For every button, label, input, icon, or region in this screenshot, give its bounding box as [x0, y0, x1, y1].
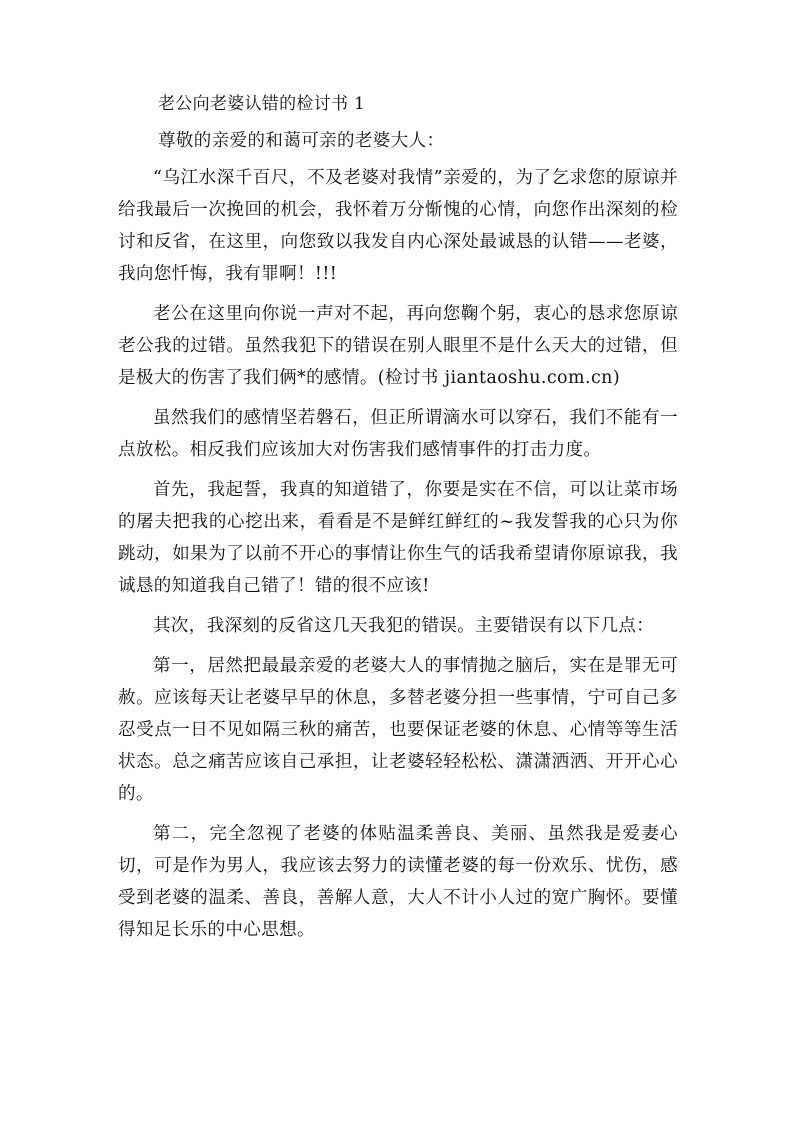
paragraph-point-one: 第一，居然把最最亲爱的老婆大人的事情抛之脑后，实在是罪无可赦。应该每天让老婆早早的休息，多替老婆分担一些事情，宁可自己多忍受点一日不见如隔三秋的痛苦，也要保证老婆的休息、心情等等生活状态。总之痛苦应该自己承担，让老婆轻轻松松、潇潇洒洒、开开心心的。 [118, 656, 678, 804]
document-body [118, 94, 678, 954]
paragraph-opening: “乌江水深千百尺，不及老婆对我情”亲爱的，为了乞求您的原谅并给我最后一次挽回的机会，我怀着万分惭愧的心情，向您作出深刻的检讨和反省，在这里，向您致以我发自内心深处最诚恳的认错——老婆，我向您忏悔，我有罪啊！!!! [118, 168, 678, 284]
paragraph-relationship: 虽然我们的感情坚若磐石，但正所谓滴水可以穿石，我们不能有一点放松。相反我们应该加大对伤害我们感情事件的打击力度。 [118, 408, 678, 460]
paragraph-apology: 老公在这里向你说一声对不起，再向您鞠个躬，衷心的恳求您原谅老公我的过错。虽然我犯下的错误在别人眼里不是什么天大的过错，但是极大的伤害了我们俩*的感情。(检讨书 jiantaoshu.com.cn) [118, 304, 678, 388]
salutation: 尊敬的亲爱的和蔼可亲的老婆大人： [158, 131, 445, 151]
document-title: 老公向老婆认错的检讨书 1 [158, 94, 366, 114]
paragraph-reflection: 其次，我深刻的反省这几天我犯的错误。主要错误有以下几点： [153, 616, 655, 636]
paragraph-point-two: 第二，完全忽视了老婆的体贴温柔善良、美丽、虽然我是爱妻心切，可是作为男人，我应该去努力的读懂老婆的每一份欢乐、忧伤，感受到老婆的温柔、善良，善解人意，大人不计小人过的宽广胸怀。要懂得知足长乐的中心思想。 [118, 824, 678, 940]
paragraph-first-vow: 首先，我起誓，我真的知道错了，你要是实在不信，可以让菜市场的屠夫把我的心挖出来，看看是不是鲜红鲜红的~我发誓我的心只为你跳动，如果为了以前不开心的事情让你生气的话我希望请你原谅我，我诚恳的知道我自己错了！错的很不应该! [118, 480, 678, 596]
